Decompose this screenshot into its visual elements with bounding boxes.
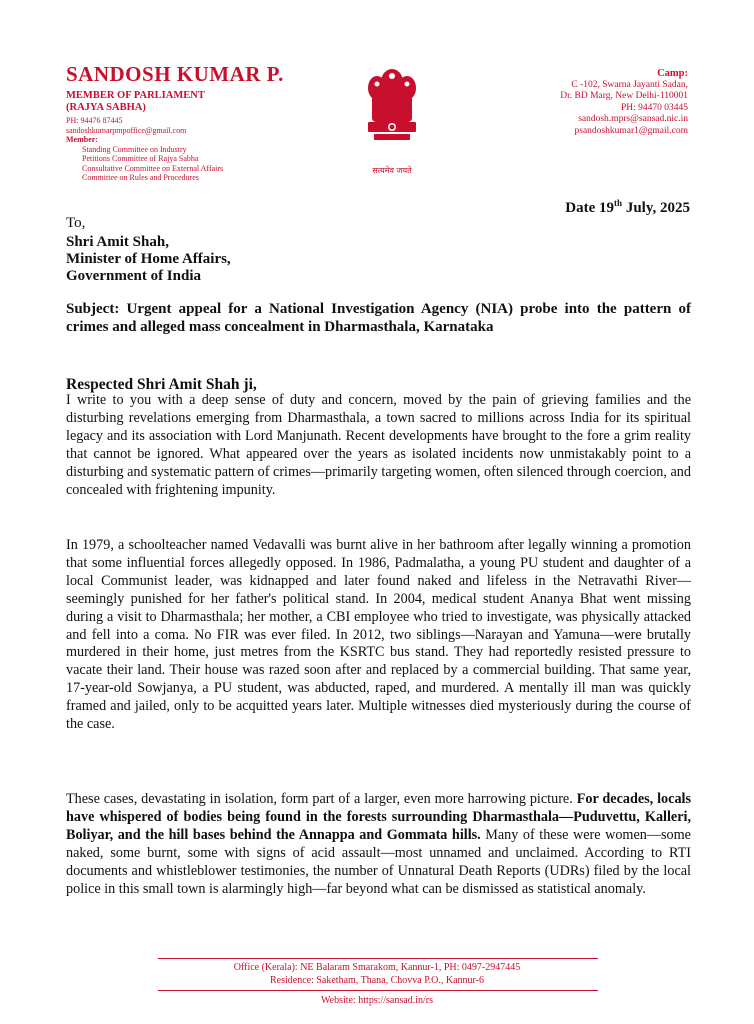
mp-phone: PH: 94476 87445	[66, 116, 123, 125]
recipient-title: Minister of Home Affairs,	[66, 251, 231, 267]
committee-item: Consultative Committee on External Affairs	[82, 163, 224, 173]
footer-residence: Residence: Saketham, Thana, Chovva P.O., Kannur-6	[269, 975, 484, 986]
house-title: (RAJYA SABHA)	[66, 102, 146, 113]
camp-address-line: Dr. BD Marg, New Delhi-110001	[560, 91, 688, 101]
emblem-icon	[360, 62, 424, 158]
mp-title: MEMBER OF PARLIAMENT	[66, 90, 205, 101]
committee-item: Standing Committee on Industry	[82, 144, 187, 154]
paragraph-text: These cases, devastating in isolation, form part of a larger, even more harrowing picture.	[66, 791, 573, 807]
footer-divider-top	[158, 958, 598, 959]
mp-name: SANDOSH KUMAR P.	[66, 62, 284, 86]
paragraph-emphasis: For decades, locals have whispered of bodies being found in the forests surrounding Dharmasthala—Puduvettu, Kalleri, Boliyar, and the hill bases behind the Annappa and Gommata hills.	[66, 791, 692, 843]
camp-email: psandoshkumar1@gmail.com	[574, 125, 688, 136]
footer-website: Website: https://sansad.in/rs	[321, 995, 433, 1006]
recipient-org: Government of India	[66, 268, 201, 284]
salutation: Respected Shri Amit Shah ji,	[66, 376, 257, 393]
mp-email: sandoshkumarpmpoffice@gmail.com	[66, 125, 187, 135]
recipient-block	[66, 234, 231, 285]
camp-address-line: C -102, Swarna Jayanti Sadan,	[571, 79, 688, 90]
committee-item: Petitions Committee of Rajya Sabha	[82, 154, 199, 163]
paragraph-text: Many of these were women—some naked, some burnt, some with signs of acid assault—most unnamed and unclaimed. According to RTI documents and whistleblower testimonies, the number of Unnatural Death Reports (UDRs) filed by the local police in this small town is alarmingly high—far beyond what can be dismissed as statistical anomaly.	[66, 826, 691, 897]
camp-phone: PH: 94470 03445	[620, 102, 688, 113]
recipient-name: Shri Amit Shah,	[66, 234, 169, 250]
body-paragraph-1: I write to you with a deep sense of duty and concern, moved by the pain of grieving families and the disturbing revelations emerging from Dharmasthala, a town sacred to millions across India for its spiritual legacy and its association with Lord Manjunath. Recent developments have brought to the fore a grim reality that cannot be ignored. What appeared over the years as isolated incidents now unmistakably point to a disturbing and systematic pattern of crimes—primarily targeting women, often silenced through coercion, and concealed with frightening impunity.	[66, 392, 691, 498]
footer-divider-bottom	[158, 990, 598, 991]
camp-email: sandosh.mprs@sansad.nic.in	[578, 114, 688, 124]
body-paragraph-2: In 1979, a schoolteacher named Vedavalli was burnt alive in her bathroom after legally winning a promotion that some influential forces allegedly opposed. In 1986, Padmalatha, a young PU student and daughter of a local Communist leader, was kidnapped and later found naked and lifeless in the Netravathi River—seemingly punished for her father's political stand. In 2004, medical student Ananya Bhat went missing during a visit to Dharmasthala; her mother, a CBI employee who tried to investigate, was physically attacked and fell into a coma. No FIR was ever filed. In 2012, two siblings—Narayan and Yamuna—were brutally murdered in their home, just metres from the KSRTC bus stand. They had reportedly resisted pressure to vacate their land. Their house was razed soon after and replaced by a commercial building. That same year, 17-year-old Sowjanya, a PU student, was abducted, raped, and murdered. A mentally ill man was quickly framed and jailed, only to be acquitted years later. Multiple witnesses died mysteriously during the course of the case.	[66, 537, 691, 733]
letter-subject: Subject: Urgent appeal for a National Investigation Agency (NIA) probe into the pattern of crimes and alleged mass concealment in Dharmasthala, Karnataka	[66, 301, 691, 335]
committee-item: Committee on Rules and Procedures	[82, 173, 199, 182]
date-suffix: July, 2025	[622, 200, 690, 216]
footer-office: Office (Kerala): NE Balaram Smarakom, Kannur-1, PH: 0497-2947445	[233, 962, 521, 973]
emblem-caption: सत्यमेव जयते	[372, 166, 412, 175]
national-emblem	[360, 62, 424, 175]
letterhead-left	[66, 62, 326, 183]
body-paragraph-3	[66, 791, 691, 898]
member-label: Member:	[66, 135, 98, 144]
date-ordinal: th	[614, 198, 623, 208]
to-label: To,	[66, 215, 86, 231]
letterhead-right	[448, 68, 688, 137]
date-prefix: Date 19	[565, 200, 615, 216]
camp-label: Camp:	[657, 68, 688, 79]
letter-date	[565, 198, 690, 217]
